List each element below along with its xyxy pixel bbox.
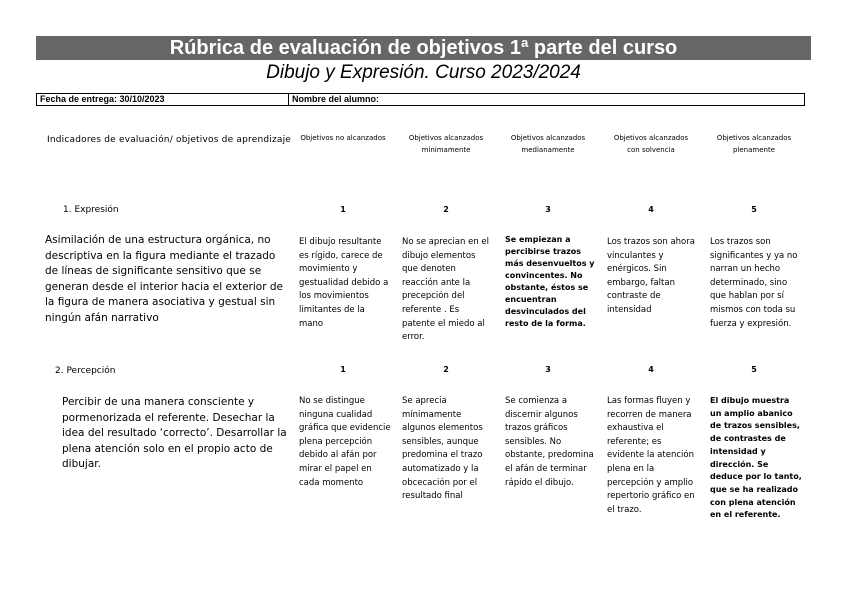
delivery-date: Fecha de entrega: 30/10/2023: [37, 94, 289, 105]
rubric-cell: Los trazos son ahora vinculantes y enérgicos. Sin embargo, faltan contraste de intensidad: [607, 237, 695, 315]
score-label: 4: [648, 365, 654, 374]
level-header-4: Objetivos alcanzados con solvencia: [613, 134, 689, 154]
score-label: 3: [545, 205, 551, 214]
rubric-cell: Se aprecia mínimamente algunos elementos sensibles, aunque predomina el trazo automatizado y la obcecación por el resultado final: [402, 396, 483, 502]
level-header-5: Objetivos alcanzados plenamente: [716, 134, 792, 154]
score-label: 4: [648, 205, 654, 214]
level-header-1: Objetivos no alcanzados: [300, 134, 386, 142]
indicator-description-expresion: Asimilación de una estructura orgánica, no descriptiva en la figura mediante el trazado de líneas de significante sensitivo que se generan desde el interior hacia el exterior de la figura de manera asociativa y gestual sin ningún afán narrativo: [45, 234, 283, 324]
section-title-percepcion: 2. Percepción: [55, 366, 116, 376]
score-label: 5: [751, 205, 757, 214]
student-info-row: [36, 93, 805, 106]
rubric-title: Rúbrica de evaluación de objetivos 1ª parte del curso: [36, 36, 811, 60]
rubric-cell: Las formas fluyen y recorren de manera exhaustiva el referente; es evidente la atención plena en la percepción y amplio repertorio gráfico en el trazo.: [607, 396, 695, 515]
section-title-expresion: 1. Expresión: [63, 205, 119, 215]
level-header-2: Objetivos alcanzados mínimamente: [408, 134, 484, 154]
rubric-cell: No se distingue ninguna cualidad gráfica que evidencie plena percepción debido al afán por mirar el papel en cada momento: [299, 396, 391, 488]
indicators-header: Indicadores de evaluación/ objetivos de aprendizaje: [47, 135, 292, 145]
rubric-cell: Se empiezan a percibirse trazos más desenvueltos y convincentes. No obstante, éstos se encuentran desvinculados del resto de la forma.: [505, 235, 595, 328]
rubric-cell: El dibujo muestra un amplio abanico de trazos sensibles, de contrastes de intensidad y dirección. Se deduce por lo tanto, que se ha realizado con plena atención en el referente.: [710, 396, 802, 520]
score-label: 1: [340, 365, 346, 374]
rubric-cell: Los trazos son significantes y ya no narran un hecho determinado, sino que hablan por sí mismos con toda su fuerza y expresión.: [710, 237, 798, 329]
course-subtitle: Dibujo y Expresión. Curso 2023/2024: [266, 62, 581, 83]
rubric-cell: El dibujo resultante es rígido, carece de movimiento y gestualidad debido a los movimientos limitantes de la mano: [299, 237, 389, 329]
rubric-cell: No se aprecian en el dibujo elementos que denoten reacción ante la precepción del referente . Es patente el miedo al error.: [402, 237, 490, 343]
score-label: 1: [340, 205, 346, 214]
indicator-description-percepcion: Percibir de una manera consciente y pormenorizada el referente. Desechar la idea del resultado ‘correcto’. Desarrollar la plena atención solo en el propio acto de dibujar.: [62, 396, 287, 470]
level-header-3: Objetivos alcanzados medianamente: [510, 134, 586, 154]
score-label: 5: [751, 365, 757, 374]
score-label: 2: [443, 365, 449, 374]
score-label: 3: [545, 365, 551, 374]
rubric-cell: Se comienza a discernir algunos trazos gráficos sensibles. No obstante, predomina el afán de terminar rápido el dibujo.: [505, 396, 594, 488]
student-name-field[interactable]: Nombre del alumno:: [292, 94, 380, 104]
score-label: 2: [443, 205, 449, 214]
